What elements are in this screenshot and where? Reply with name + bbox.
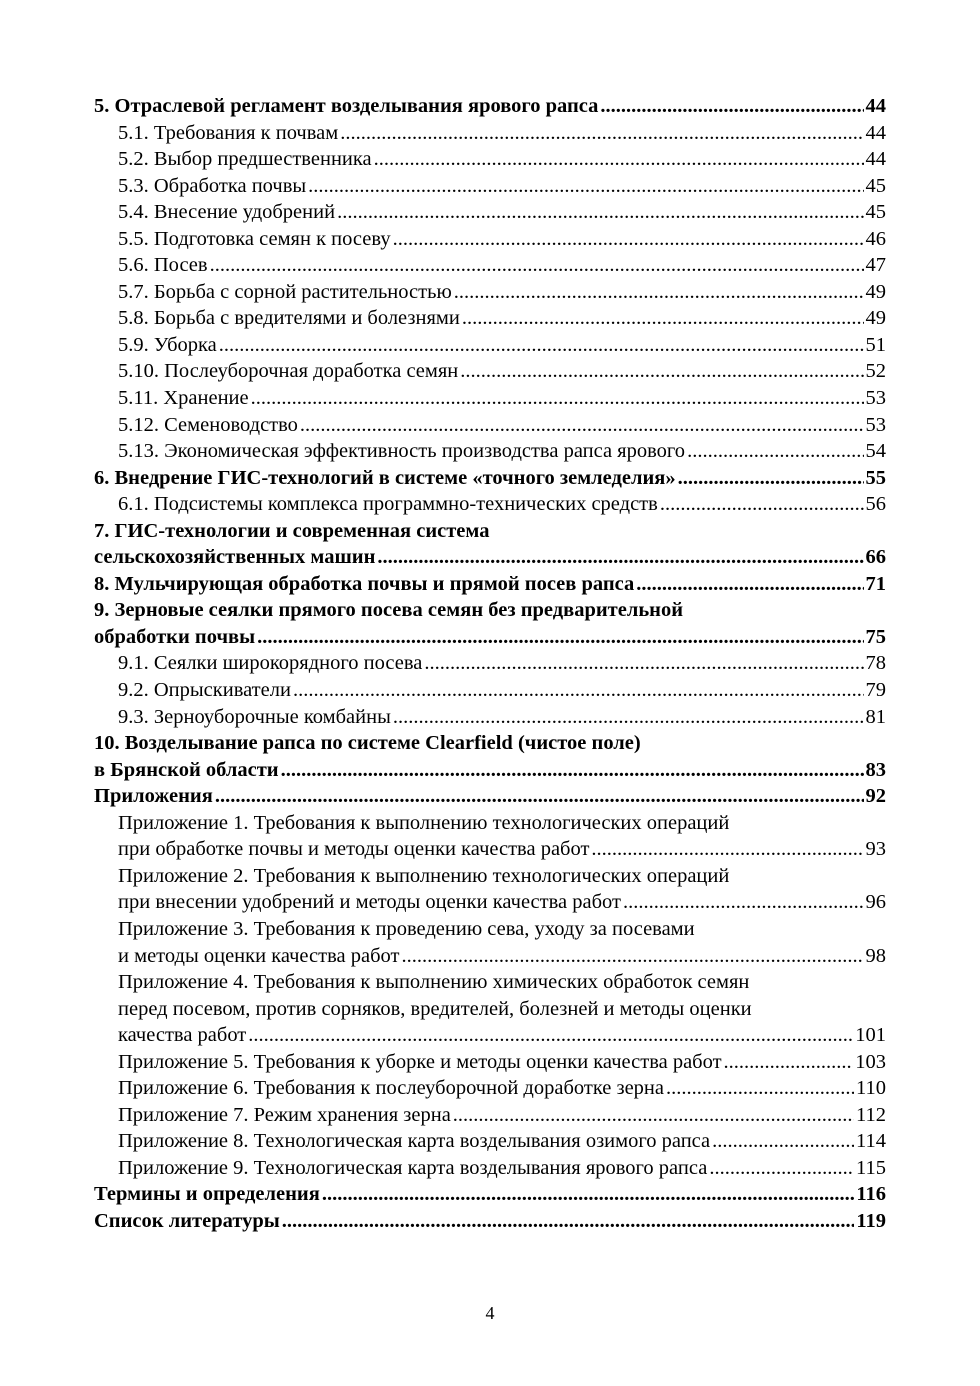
toc-entry <box>94 1128 886 1155</box>
toc-entry-page: 79 <box>865 679 886 702</box>
toc-entry <box>94 969 886 996</box>
dot-leader <box>424 650 863 677</box>
toc-entry <box>94 889 886 916</box>
toc-entry <box>94 916 886 943</box>
toc-entry-title: 5.2. Выбор предшественника <box>118 148 372 171</box>
dot-leader <box>623 889 864 916</box>
toc-entry-page: 110 <box>856 1077 886 1100</box>
toc-entry <box>94 412 886 439</box>
dot-leader <box>374 146 864 173</box>
toc-entry-title: 9.1. Сеялки широкорядного посева <box>118 652 423 675</box>
dot-leader <box>282 1208 855 1235</box>
toc-entry-page: 71 <box>865 572 886 595</box>
toc-entry <box>94 1049 886 1076</box>
dot-leader <box>666 1075 854 1102</box>
toc-entry <box>94 1181 886 1208</box>
toc-entry <box>94 199 886 226</box>
toc-entry <box>94 146 886 173</box>
toc-entry <box>94 650 886 677</box>
dot-leader <box>454 279 864 306</box>
toc-entry <box>94 120 886 147</box>
toc-entry <box>94 597 886 624</box>
toc-entry-title: Приложение 8. Технологическая карта возделывания озимого рапса <box>118 1130 711 1153</box>
toc-entry-title: 5.3. Обработка почвы <box>118 174 307 197</box>
toc-entry-page: 116 <box>856 1183 886 1206</box>
toc-entry-title: качества работ <box>118 1024 247 1047</box>
toc-entry-page: 56 <box>865 493 886 516</box>
toc-entry <box>94 226 886 253</box>
toc-entry <box>94 385 886 412</box>
dot-leader <box>687 438 863 465</box>
dot-leader <box>322 1181 855 1208</box>
toc-entry-title: 6.1. Подсистемы комплекса программно-технических средств <box>118 493 658 516</box>
toc-entry-page: 98 <box>865 944 886 967</box>
toc-entry <box>94 358 886 385</box>
dot-leader <box>248 1022 853 1049</box>
dot-leader <box>337 199 863 226</box>
toc-entry-page: 53 <box>865 387 886 410</box>
toc-entry-title: в Брянской области <box>94 758 279 781</box>
toc-entry-title: и методы оценки качества работ <box>118 944 400 967</box>
toc-entry-title: 6. Внедрение ГИС-технологий в системе «точного земледелия» <box>94 466 676 489</box>
dot-leader <box>377 544 863 571</box>
toc-entry-title: 8. Мульчирующая обработка почвы и прямой посев рапса <box>94 572 635 595</box>
toc-entry-title: Приложение 7. Режим хранения зерна <box>118 1103 451 1126</box>
toc-entry-page: 78 <box>865 652 886 675</box>
toc-entry-title: Приложение 9. Технологическая карта возделывания ярового рапса <box>118 1156 708 1179</box>
toc-entry-title: 5.13. Экономическая эффективность производства рапса ярового <box>118 440 686 463</box>
toc-entry-page: 53 <box>865 413 886 436</box>
toc-entry <box>94 704 886 731</box>
dot-leader <box>215 783 864 810</box>
toc-entry-title: сельскохозяйственных машин <box>94 546 376 569</box>
toc-entry-page: 115 <box>856 1156 886 1179</box>
table-of-contents <box>94 93 886 1235</box>
dot-leader <box>401 943 863 970</box>
dot-leader <box>257 624 863 651</box>
toc-entry-page: 81 <box>865 705 886 728</box>
toc-entry-title: 7. ГИС-технологии и современная система <box>94 519 490 542</box>
toc-entry-title: Приложение 5. Требования к уборке и методы оценки качества работ <box>118 1050 722 1073</box>
dot-leader <box>251 385 864 412</box>
toc-entry-page: 75 <box>865 625 886 648</box>
toc-entry-title: 5.10. Послеуборочная доработка семян <box>118 360 459 383</box>
toc-entry <box>94 491 886 518</box>
toc-entry-title: 5.11. Хранение <box>118 387 249 410</box>
dot-leader <box>636 571 863 598</box>
toc-entry-title: Список литературы <box>94 1209 280 1232</box>
toc-entry-page: 44 <box>865 121 886 144</box>
toc-entry-page: 96 <box>865 891 886 914</box>
toc-entry <box>94 518 886 545</box>
toc-entry <box>94 1022 886 1049</box>
toc-entry-page: 45 <box>865 174 886 197</box>
dot-leader <box>293 677 864 704</box>
toc-entry-title: Приложение 1. Требования к выполнению технологических операций <box>118 811 730 834</box>
toc-entry <box>94 252 886 279</box>
dot-leader <box>712 1128 854 1155</box>
toc-entry <box>94 1208 886 1235</box>
toc-entry-title: Приложение 6. Требования к послеуборочной доработке зерна <box>118 1077 665 1100</box>
toc-entry <box>94 571 886 598</box>
toc-entry-page: 44 <box>865 148 886 171</box>
dot-leader <box>393 704 864 731</box>
toc-entry-page: 101 <box>855 1024 886 1047</box>
toc-entry-title: 5.5. Подготовка семян к посеву <box>118 227 391 250</box>
toc-entry-page: 49 <box>865 280 886 303</box>
toc-entry-title: Приложение 4. Требования к выполнению химических обработок семян <box>118 971 750 994</box>
dot-leader <box>460 358 863 385</box>
toc-entry-title: при внесении удобрений и методы оценки качества работ <box>118 891 621 914</box>
toc-entry-page: 52 <box>865 360 886 383</box>
toc-entry-page: 51 <box>865 333 886 356</box>
dot-leader <box>393 226 864 253</box>
page-number: 4 <box>485 1303 495 1323</box>
toc-entry-title: Приложение 2. Требования к выполнению технологических операций <box>118 864 730 887</box>
toc-entry <box>94 943 886 970</box>
toc-entry-page: 92 <box>865 785 886 808</box>
toc-entry-page: 49 <box>865 307 886 330</box>
dot-leader <box>591 836 863 863</box>
toc-entry <box>94 93 886 120</box>
toc-entry-page: 119 <box>856 1209 886 1232</box>
toc-entry <box>94 757 886 784</box>
dot-leader <box>300 412 864 439</box>
dot-leader <box>453 1102 854 1129</box>
toc-entry-title: Термины и определения <box>94 1183 320 1206</box>
toc-entry-page: 55 <box>865 466 886 489</box>
dot-leader <box>660 491 864 518</box>
toc-entry-title: 10. Возделывание рапса по системе Clearfield (чистое поле) <box>94 732 641 755</box>
toc-entry-title: обработки почвы <box>94 625 256 648</box>
toc-entry-page: 46 <box>865 227 886 250</box>
toc-entry-title: 9.3. Зерноуборочные комбайны <box>118 705 391 728</box>
toc-entry <box>94 332 886 359</box>
toc-entry-page: 54 <box>865 440 886 463</box>
toc-entry-title: 5.8. Борьба с вредителями и болезнями <box>118 307 460 330</box>
toc-entry-title: при обработке почвы и методы оценки качества работ <box>118 838 590 861</box>
toc-entry <box>94 730 886 757</box>
toc-entry <box>94 624 886 651</box>
dot-leader <box>678 465 864 492</box>
toc-entry <box>94 996 886 1023</box>
toc-entry-page: 47 <box>865 254 886 277</box>
toc-entry <box>94 279 886 306</box>
toc-entry <box>94 465 886 492</box>
toc-entry-title: 5. Отраслевой регламент возделывания ярового рапса <box>94 95 599 117</box>
dot-leader <box>210 252 864 279</box>
toc-entry-page: 103 <box>855 1050 886 1073</box>
toc-entry-title: перед посевом, против сорняков, вредителей, болезней и методы оценки <box>118 997 752 1020</box>
toc-entry-title: 9.2. Опрыскиватели <box>118 679 291 702</box>
toc-entry <box>94 173 886 200</box>
toc-entry-page: 83 <box>865 758 886 781</box>
toc-entry-title: 5.12. Семеноводство <box>118 413 298 436</box>
dot-leader <box>281 757 864 784</box>
toc-entry-title: 5.4. Внесение удобрений <box>118 201 336 224</box>
toc-entry <box>94 677 886 704</box>
dot-leader <box>340 120 863 147</box>
dot-leader <box>724 1049 854 1076</box>
dot-leader <box>462 305 864 332</box>
toc-entry-title: Приложение 3. Требования к проведению сева, уходу за посевами <box>118 917 695 940</box>
toc-entry-title: 5.9. Уборка <box>118 333 217 356</box>
toc-entry <box>94 783 886 810</box>
toc-entry-page: 112 <box>856 1103 886 1126</box>
toc-entry <box>94 1155 886 1182</box>
toc-entry-page: 66 <box>865 546 886 569</box>
toc-entry <box>94 438 886 465</box>
dot-leader <box>219 332 864 359</box>
toc-entry <box>94 810 886 837</box>
toc-entry-page: 93 <box>865 838 886 861</box>
toc-entry-title: 5.1. Требования к почвам <box>118 121 339 144</box>
toc-entry-title: 5.6. Посев <box>118 254 208 277</box>
toc-entry-title: 5.7. Борьба с сорной растительностью <box>118 280 452 303</box>
toc-entry-page: 114 <box>856 1130 886 1153</box>
dot-leader <box>308 173 863 200</box>
toc-entry <box>94 863 886 890</box>
toc-entry <box>94 544 886 571</box>
dot-leader <box>709 1155 854 1182</box>
toc-entry-title: Приложения <box>94 785 213 808</box>
toc-entry <box>94 1075 886 1102</box>
toc-entry-title: 9. Зерновые сеялки прямого посева семян без предварительной <box>94 599 684 622</box>
toc-entry-page: 44 <box>865 95 886 117</box>
toc-entry-page: 45 <box>865 201 886 224</box>
toc-entry <box>94 1102 886 1129</box>
dot-leader <box>600 93 863 120</box>
toc-entry <box>94 305 886 332</box>
toc-entry <box>94 836 886 863</box>
